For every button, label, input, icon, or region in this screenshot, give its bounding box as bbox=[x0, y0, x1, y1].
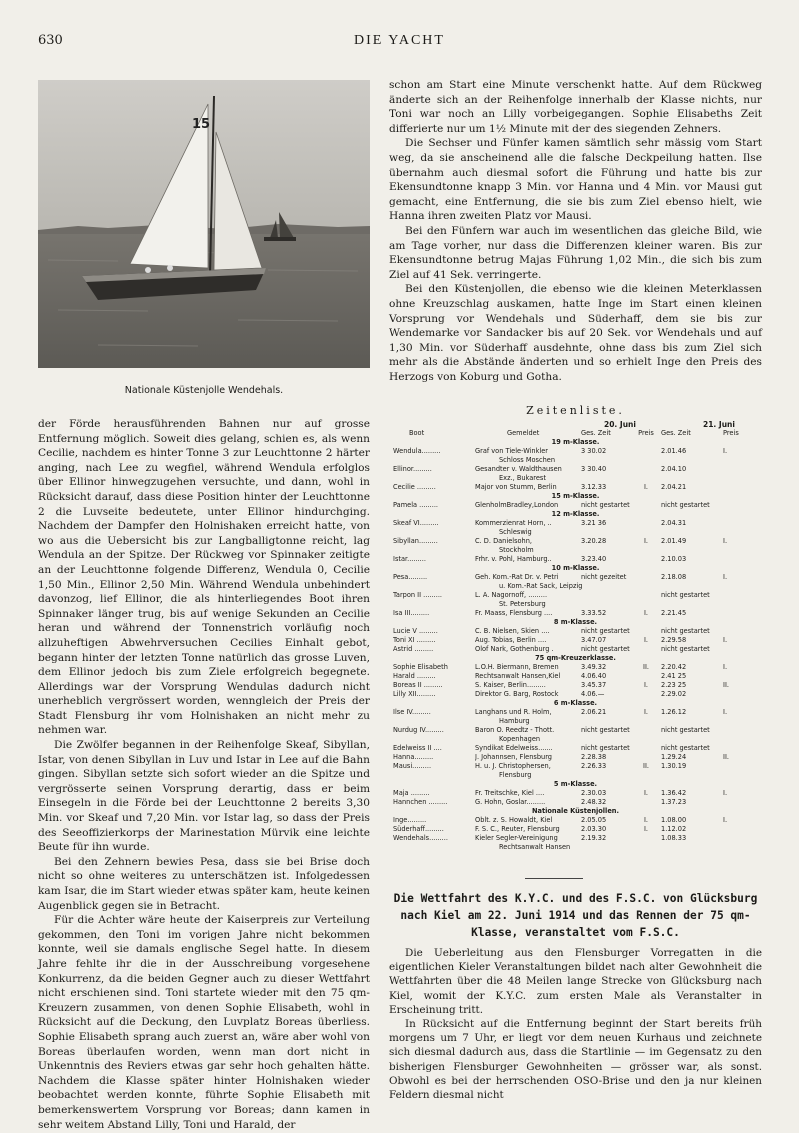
cell-gemeldet: Oblt. z. S. Howaldt, Kiel bbox=[475, 816, 553, 824]
cell-gemeldet: St. Petersburg bbox=[499, 600, 546, 608]
cell-preis2: I. bbox=[723, 573, 728, 581]
cell-preis1: I. bbox=[643, 537, 649, 545]
cell-zeit1: 4.06.40 bbox=[581, 672, 607, 680]
header-zeit-1: Ges. Zeit bbox=[581, 429, 611, 437]
table-row bbox=[389, 645, 762, 654]
cell-preis1: I. bbox=[643, 789, 649, 797]
cell-boot: Pesa......... bbox=[393, 573, 428, 581]
cell-zeit1: 2.03.30 bbox=[581, 825, 607, 833]
table-row bbox=[389, 501, 762, 510]
class-heading-row bbox=[389, 564, 762, 573]
table-row bbox=[389, 681, 762, 690]
class-heading-row bbox=[389, 510, 762, 519]
class-heading: 8 m-Klasse. bbox=[553, 618, 598, 626]
cell-zeit2: 1.08.33 bbox=[661, 834, 687, 842]
class-heading: Nationale Küstenjollen. bbox=[532, 807, 619, 815]
cell-gemeldet: Exz., Bukarest bbox=[499, 474, 546, 482]
cell-boot: Pamela ......... bbox=[393, 501, 439, 509]
class-heading: 12 m-Klasse. bbox=[551, 510, 600, 518]
cell-gemeldet: J. Johannsen, Flensburg bbox=[475, 753, 552, 761]
cell-gemeldet: Rechtsanwalt Hansen bbox=[499, 843, 571, 851]
cell-gemeldet: Stockholm bbox=[499, 546, 534, 554]
cell-preis2: I. bbox=[723, 663, 728, 671]
page-header bbox=[38, 33, 761, 51]
table-row bbox=[389, 537, 762, 546]
cell-preis1: I. bbox=[643, 825, 649, 833]
cell-gemeldet: Fr. Maass, Flensburg .... bbox=[475, 609, 553, 617]
class-heading-row bbox=[389, 780, 762, 789]
table-row bbox=[389, 735, 762, 744]
header-preis-1: Preis bbox=[638, 429, 654, 437]
cell-gemeldet: GlenholmBradley,London bbox=[475, 501, 559, 509]
cell-boot: Ellinor......... bbox=[393, 465, 432, 473]
class-heading-row bbox=[389, 654, 762, 663]
cell-zeit1: nicht gestartet bbox=[581, 645, 630, 653]
cell-gemeldet: Graf von Tiele-Winkler bbox=[475, 447, 549, 455]
running-head: DIE YACHT bbox=[354, 33, 445, 48]
paragraph: Die Ueberleitung aus den Flensburger Vorregatten in die eigentlichen Kieler Veranstaltungen bildet nach alter Gewohnheit die Wettfahrten über die 48 Meilen lange Strecke von Glücksburg nach Kiel, womit der K.Y.C. zum ersten Male als Veranstalter in Erscheinung tritt. bbox=[389, 947, 762, 1016]
cell-zeit2: 2.01.49 bbox=[661, 537, 687, 545]
cell-preis2: II. bbox=[723, 753, 729, 761]
cell-preis1: II. bbox=[643, 663, 649, 671]
cell-boot: Nurdug IV......... bbox=[393, 726, 444, 734]
cell-zeit1: 2.28.38 bbox=[581, 753, 607, 761]
cell-boot: Mausi......... bbox=[393, 762, 432, 770]
table-row bbox=[389, 636, 762, 645]
cell-gemeldet: C. B. Nielsen, Skien .... bbox=[475, 627, 550, 635]
class-heading-row bbox=[389, 492, 762, 501]
cell-preis1: I. bbox=[643, 681, 649, 689]
cell-zeit2: nicht gestartet bbox=[661, 591, 710, 599]
class-heading: 15 m-Klasse. bbox=[551, 492, 600, 500]
cell-zeit1: 4.06.— bbox=[581, 690, 605, 698]
header-preis-2: Preis bbox=[723, 429, 739, 437]
cell-boot: Inge......... bbox=[393, 816, 427, 824]
cell-gemeldet: Schleswig bbox=[499, 528, 532, 536]
header-zeit-2: Ges. Zeit bbox=[661, 429, 691, 437]
cell-preis1: II. bbox=[643, 762, 649, 770]
class-heading-row bbox=[389, 618, 762, 627]
cell-zeit2: 2.23 25 bbox=[661, 681, 687, 689]
cell-preis1: I. bbox=[643, 636, 649, 644]
table-row bbox=[389, 555, 762, 564]
cell-boot: Astrid ......... bbox=[393, 645, 434, 653]
cell-preis2: I. bbox=[723, 537, 728, 545]
cell-preis1: I. bbox=[643, 816, 649, 824]
cell-zeit2: 2.41 25 bbox=[661, 672, 687, 680]
sailboat-photo bbox=[38, 80, 370, 368]
cell-zeit1: nicht gestartet bbox=[581, 744, 630, 752]
cell-zeit1: 2.06.21 bbox=[581, 708, 607, 716]
cell-boot: Edelweiss II .... bbox=[393, 744, 442, 752]
table-row bbox=[389, 789, 762, 798]
cell-boot: Süderhaff......... bbox=[393, 825, 444, 833]
table-row bbox=[389, 690, 762, 699]
cell-preis2: I. bbox=[723, 789, 728, 797]
cell-zeit1: 3.45.37 bbox=[581, 681, 607, 689]
paragraph: Bei den Fünfern war auch im wesentlichen das gleiche Bild, wie am Tage vorher, nur dass die Differenzen kleiner waren. Bis zur Ekensundtonne betrug Majas Führung 1,02 Min., die sich bis zum Ziel auf 41 Sek. verringerte. bbox=[389, 224, 762, 281]
cell-gemeldet: Frhr. v. Pohl, Hamburg.. bbox=[475, 555, 552, 563]
cell-gemeldet: Direktor G. Barg, Rostock bbox=[475, 690, 559, 698]
table-row bbox=[389, 591, 762, 600]
results-title: Zeitenliste. bbox=[526, 404, 625, 417]
cell-zeit1: 2.30.03 bbox=[581, 789, 607, 797]
cell-boot: Isa III......... bbox=[393, 609, 430, 617]
cell-zeit1: 2.19.32 bbox=[581, 834, 607, 842]
table-row bbox=[389, 717, 762, 726]
cell-zeit2: 2.29.02 bbox=[661, 690, 687, 698]
class-heading-row bbox=[389, 699, 762, 708]
cell-gemeldet: Kieler Segler-Vereinigung bbox=[475, 834, 558, 842]
table-row bbox=[389, 672, 762, 681]
table-row bbox=[389, 744, 762, 753]
table-row bbox=[389, 762, 762, 771]
photo-caption: Nationale Küstenjolle Wendehals. bbox=[124, 385, 284, 396]
table-row bbox=[389, 708, 762, 717]
cell-preis2: I. bbox=[723, 447, 728, 455]
paragraph: Die Zwölfer begannen in der Reihenfolge Skeaf, Sibyllan, Istar, von denen Sibyllan in Luv und Istar in Lee auf die Bahn gingen. Sibyllan setzte sich sofort wieder an die Spitze und vergrösserte seinen Vorsprung derartig, dass er beim Einsegeln in die Förde bei der Leuchttonne 2 bereits 3,30 Min. vor Skeaf und 7,20 Min. vor Istar lag, so dass der Preis des Seeoffizierkorps der Marinestation Mürvik eine leichte Beute für ihn wurde. bbox=[38, 739, 370, 854]
cell-boot: Cecilie ......... bbox=[393, 483, 436, 491]
table-row bbox=[389, 600, 762, 609]
cell-boot: Toni XI ......... bbox=[393, 636, 436, 644]
cell-boot: Hanna......... bbox=[393, 753, 434, 761]
table-row bbox=[389, 771, 762, 780]
results-date-2: 21. Juni bbox=[703, 420, 735, 429]
cell-gemeldet: C. D. Danielsohn, bbox=[475, 537, 533, 545]
table-row bbox=[389, 456, 762, 465]
cell-zeit2: nicht gestartet bbox=[661, 744, 710, 752]
cell-zeit2: 1.08.00 bbox=[661, 816, 687, 824]
cell-gemeldet: u. Kom.-Rat Sack, Leipzig bbox=[499, 582, 583, 590]
cell-zeit2: 2.18.08 bbox=[661, 573, 687, 581]
cell-zeit2: 1.12.02 bbox=[661, 825, 687, 833]
results-table bbox=[389, 429, 762, 852]
cell-zeit2: 1.26.12 bbox=[661, 708, 687, 716]
cell-gemeldet: Olof Nark, Gothenburg . bbox=[475, 645, 554, 653]
cell-boot: Lucie V ......... bbox=[393, 627, 438, 635]
table-row bbox=[389, 465, 762, 474]
table-row bbox=[389, 573, 762, 582]
cell-boot: Istar......... bbox=[393, 555, 426, 563]
paragraph: Für die Achter wäre heute der Kaiserpreis zur Verteilung gekommen, den Toni im vorigen Jahre nicht bekommen konnte, weil sie damals englische Segel hatte. In diesem Jahre fehlte ihr die in der Ausschreibung vorgesehene Konkurrenz, da die beiden Gegner auch zu dieser Wettfahrt nicht erschienen sind. Toni startete wieder mit den 75 qm-Kreuzern zusammen, von denen Sophie Elisabeth, wohl in Rücksicht auf die Deckung, den Luvplatz Boreas überliess. Sophie Elisabeth sprang auch zuerst an, wäre aber wohl von Boreas überlaufen worden, wenn man dort nicht in Unkenntnis des Reviers etwas gar sehr hoch gehalten hätte. Nachdem die Klasse später hinter Holnishaken wieder beobachtet werden konnte, führte Sophie Elisabeth mit bemerkenswertem Vorsprung vor Boreas; dann kamen in sehr weitem Abstand Lilly, Toni und Harald, der bbox=[38, 914, 370, 1131]
cell-zeit1: 3.47.07 bbox=[581, 636, 607, 644]
cell-zeit2: 2.10.03 bbox=[661, 555, 687, 563]
cell-gemeldet: Schloss Moschen bbox=[499, 456, 556, 464]
cell-zeit2: nicht gestartet bbox=[661, 645, 710, 653]
table-end-rule bbox=[525, 878, 583, 879]
cell-gemeldet: L.O.H. Biermann, Bremen bbox=[475, 663, 559, 671]
class-heading-row bbox=[389, 438, 762, 447]
table-row bbox=[389, 582, 762, 591]
cell-zeit2: nicht gestartet bbox=[661, 627, 710, 635]
paragraph: schon am Start eine Minute verschenkt hatte. Auf dem Rückweg änderte sich an der Reihenfolge innerhalb der Klasse nichts, nur Toni war noch an Lilly vorbeigegangen. Sophie Elisabeths Zeit differierte nur um 1½ Minute mit der des siegenden Zehners. bbox=[389, 79, 762, 135]
cell-preis1: I. bbox=[643, 609, 649, 617]
table-row bbox=[389, 447, 762, 456]
cell-gemeldet: H. u. J. Christophersen, bbox=[475, 762, 551, 770]
cell-zeit1: 2.26.33 bbox=[581, 762, 607, 770]
cell-zeit1: 3.21 36 bbox=[581, 519, 607, 527]
results-header-row bbox=[389, 429, 762, 438]
cell-preis2: I. bbox=[723, 708, 728, 716]
cell-boot: Tarpon II ......... bbox=[393, 591, 443, 599]
cell-gemeldet: F. S. C., Reuter, Flensburg bbox=[475, 825, 560, 833]
cell-boot: Hannchen ......... bbox=[393, 798, 448, 806]
cell-gemeldet: S. Kaiser, Berlin......... bbox=[475, 681, 546, 689]
table-row bbox=[389, 519, 762, 528]
cell-gemeldet: Geh. Kom.-Rat Dr. v. Petri bbox=[475, 573, 559, 581]
cell-zeit2: 1.30.19 bbox=[661, 762, 687, 770]
cell-zeit1: 3.20.28 bbox=[581, 537, 607, 545]
cell-zeit2: 2.04.31 bbox=[661, 519, 687, 527]
cell-zeit1: 2.05.05 bbox=[581, 816, 607, 824]
cell-zeit2: 1.37.23 bbox=[661, 798, 687, 806]
cell-boot: Wendehals......... bbox=[393, 834, 448, 842]
cell-boot: Lilly XII......... bbox=[393, 690, 436, 698]
cell-zeit1: nicht gestartet bbox=[581, 726, 630, 734]
cell-gemeldet: L. A. Nagornoff, ......... bbox=[475, 591, 548, 599]
table-row bbox=[389, 663, 762, 672]
cell-gemeldet: Langhans und R. Holm, bbox=[475, 708, 552, 716]
article-body bbox=[389, 946, 762, 1102]
cell-zeit2: 2.20.42 bbox=[661, 663, 687, 671]
table-row bbox=[389, 816, 762, 825]
cell-zeit2: 2.04.10 bbox=[661, 465, 687, 473]
cell-zeit1: 3.33.52 bbox=[581, 609, 607, 617]
cell-gemeldet: Syndikat Edelweiss....... bbox=[475, 744, 553, 752]
cell-zeit1: 3.49.32 bbox=[581, 663, 607, 671]
cell-zeit2: 2.01.46 bbox=[661, 447, 687, 455]
cell-zeit2: nicht gestartet bbox=[661, 726, 710, 734]
table-row bbox=[389, 843, 762, 852]
table-row bbox=[389, 825, 762, 834]
cell-zeit2: nicht gestartet bbox=[661, 501, 710, 509]
article-heading: Die Wettfahrt des K.Y.C. und des F.S.C. von Glücksburg nach Kiel am 22. Juni 1914 und das Rennen der 75 qm-Klasse, veranstaltet vom F.S.C. bbox=[393, 892, 758, 939]
left-column bbox=[38, 417, 370, 1132]
cell-boot: Ilse IV......... bbox=[393, 708, 431, 716]
table-row bbox=[389, 798, 762, 807]
paragraph: Die Sechser und Fünfer kamen sämtlich sehr mässig vom Start weg, da sie anscheinend alle die falsche Deckpeilung hatten. Ilse übernahm auch diesmal sofort die Führung und hatte bis zur Ekensundtonne knapp 3 Min. vor Hanna und 4 Min. vor Mausi gut gemacht, eine Entfernung, die sie bis zum Ziel ebenso hielt, wie Hanna ihren zweiten Platz vor Mausi. bbox=[389, 137, 762, 223]
cell-zeit1: 2.48.32 bbox=[581, 798, 607, 806]
table-row bbox=[389, 627, 762, 636]
table-row bbox=[389, 753, 762, 762]
cell-gemeldet: Kommerzienrat Horn, .. bbox=[475, 519, 552, 527]
cell-boot: Boreas II ......... bbox=[393, 681, 443, 689]
cell-boot: Sophie Elisabeth bbox=[393, 663, 448, 671]
cell-zeit1: nicht gestartet bbox=[581, 501, 630, 509]
cell-gemeldet: Aug. Tobias, Berlin .... bbox=[475, 636, 547, 644]
cell-zeit2: 2.29.58 bbox=[661, 636, 687, 644]
cell-boot: Wendula......... bbox=[393, 447, 441, 455]
cell-zeit1: 3 30.02 bbox=[581, 447, 607, 455]
cell-gemeldet: Flensburg bbox=[499, 771, 532, 779]
cell-zeit2: 2.04.21 bbox=[661, 483, 687, 491]
cell-preis2: I. bbox=[723, 636, 728, 644]
table-row bbox=[389, 609, 762, 618]
cell-gemeldet: Fr. Treitschke, Kiel .... bbox=[475, 789, 545, 797]
paragraph: In Rücksicht auf die Entfernung beginnt der Start bereits früh morgens um 7 Uhr, er liegt vor dem neuen Kurhaus und zeichnete sich diesmal dadurch aus, dass die Startlinie — im Gegensatz zu den bisherigen Flensburger Gewohnheiten — grösser war, als sonst. Obwohl es bei der herrschenden OSO-Brise und den ja nur kleinen Feldern diesmal nicht bbox=[389, 1018, 762, 1102]
cell-zeit2: 1.29.24 bbox=[661, 753, 687, 761]
class-heading: 5 m-Klasse. bbox=[553, 780, 598, 788]
class-heading: 6 m-Klasse. bbox=[553, 699, 598, 707]
class-heading-row bbox=[389, 807, 762, 816]
table-row bbox=[389, 726, 762, 735]
paragraph: Bei den Küstenjollen, die ebenso wie die kleinen Meterklassen ohne Kreuzschlag auskamen, hatte Inge im Start einen kleinen Vorsprung vor Wendehals und Süderhaff, dem sie bis zur Wendemarke vor Sandacker bis auf 20 Sek. vor Wendehals und auf 1,30 Min. vor Süderhaff ausdehnte, ohne dass bis zum Ziel sich mehr als die Abstände änderten und so erhielt Inge den Preis des Herzogs von Koburg und Gotha. bbox=[389, 283, 762, 383]
cell-gemeldet: Kopenhagen bbox=[499, 735, 541, 743]
cell-zeit2: 1.36.42 bbox=[661, 789, 687, 797]
cell-zeit1: nicht gezeitet bbox=[581, 573, 627, 581]
class-heading: 10 m-Klasse. bbox=[551, 564, 600, 572]
table-row bbox=[389, 834, 762, 843]
cell-zeit1: 3.23.40 bbox=[581, 555, 607, 563]
header-boot: Boot bbox=[409, 429, 425, 437]
class-heading: 19 m-Klasse. bbox=[551, 438, 600, 446]
header-gemeldet: Gemeldet bbox=[507, 429, 540, 437]
results-date-1: 20. Juni bbox=[604, 420, 636, 429]
paragraph: Bei den Zehnern bewies Pesa, dass sie bei Brise doch nicht so ohne weiteres zu unterschätzen ist. Infolgedessen kam Isar, die im Start wieder etwas später kam, heute keinen Augenblick gegen sie in Betracht. bbox=[38, 855, 370, 912]
paragraph: der Förde herausführenden Bahnen nur auf grosse Entfernung möglich. Soweit dies gelang, schien es, als wenn Cecilie, nachdem es hinter Tonne 3 zur Leuchttonne 2 härter anging, nach Lee zu wegfiel, während Wendula erfolglos über Ellinor hinwegzugehen versuchte, und dann, wohl in Rücksicht darauf, dass diese Position hinter der Leuchttonne 2 die Luvseite bedeutete, unter Ellinor hindurchging. Nachdem der Dampfer den Holnishaken erreicht hatte, von wo aus die Uebersicht bis zur Langballigtonne reicht, lag Wendula an der Spitze. Der Rückweg vor Spinnaker zeitigte an der Leuchttonne folgende Differenz, Wendula 0, Cecilie 1,50 Min., Ellinor 2,50 Min. Während Wendula unbehindert davonzog, lief Ellinor, die als hinterliegendes Boot ihren Spinnaker länger trug, bis auf wenige Sekunden an Cecilie heran und während der Tonnenstrich vorläufig noch allzuheftigen Abwehrversuchen Cecilies Einhalt gebot, begann hinter der letzten Tonne natürlich das grosse Luven, dem Ellinor jedoch bis zum Ziele erfolgreich begegnete. Allerdings war der Vorsprung Wendulas dadurch nicht unerheblich vergrössert worden, wenngleich der Preis der Stadt Flensburg ihr vom Holnishaken an nicht mehr zu nehmen war. bbox=[38, 418, 370, 737]
cell-gemeldet: Baron O. Reedtz - Thott. bbox=[475, 726, 555, 734]
sail-number: 15 bbox=[192, 117, 211, 132]
cell-preis2: I. bbox=[723, 816, 728, 824]
page-number: 630 bbox=[38, 33, 63, 48]
cell-zeit1: nicht gestartet bbox=[581, 627, 630, 635]
cell-preis1: I. bbox=[643, 483, 649, 491]
cell-zeit1: 3 30.40 bbox=[581, 465, 607, 473]
cell-boot: Maja ......... bbox=[393, 789, 430, 797]
class-heading: 75 qm-Kreuzerklasse. bbox=[535, 654, 616, 662]
right-column bbox=[389, 78, 762, 384]
cell-boot: Skeaf VI......... bbox=[393, 519, 439, 527]
cell-gemeldet: Rechtsanwalt Hansen,Kiel bbox=[475, 672, 561, 680]
cell-zeit1: 3.12.33 bbox=[581, 483, 607, 491]
cell-zeit2: 2.21.45 bbox=[661, 609, 687, 617]
cell-gemeldet: Major von Stumm, Berlin bbox=[475, 483, 557, 491]
cell-preis1: I. bbox=[643, 708, 649, 716]
cell-boot: Harald ......... bbox=[393, 672, 436, 680]
cell-boot: Sibyllan......... bbox=[393, 537, 438, 545]
table-row bbox=[389, 474, 762, 483]
cell-gemeldet: Gesandter v. Waldthausen bbox=[475, 465, 562, 473]
cell-gemeldet: Hamburg bbox=[499, 717, 530, 725]
cell-preis2: II. bbox=[723, 681, 729, 689]
table-row bbox=[389, 528, 762, 537]
cell-gemeldet: G. Hohn, Goslar......... bbox=[475, 798, 546, 806]
results-body bbox=[389, 438, 762, 852]
table-row bbox=[389, 483, 762, 492]
table-row bbox=[389, 546, 762, 555]
